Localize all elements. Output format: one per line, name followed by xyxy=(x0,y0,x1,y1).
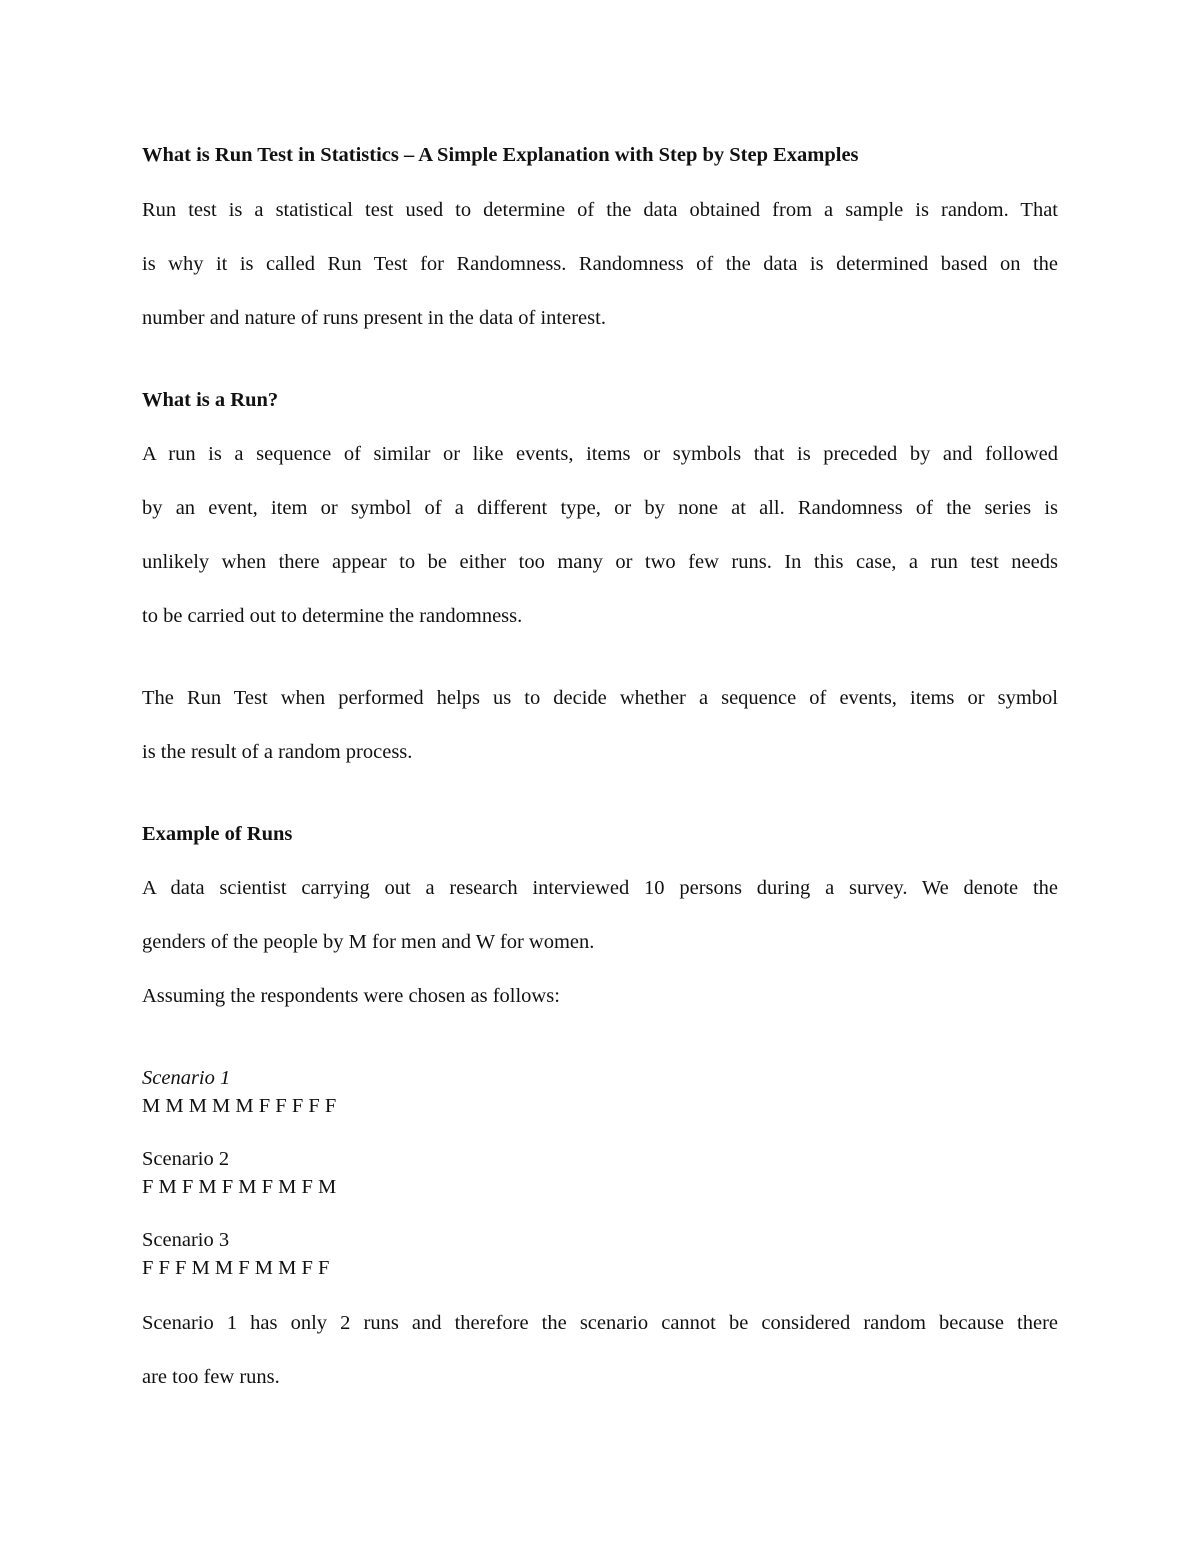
assumption-line: Assuming the respondents were chosen as follows: xyxy=(142,985,560,1007)
intro-line-3: number and nature of runs present in the data of interest. xyxy=(142,307,606,329)
scenario-1-label: Scenario 1 xyxy=(142,1067,231,1089)
heading-example-of-runs: Example of Runs xyxy=(142,823,293,845)
scenario-3-label: Scenario 3 xyxy=(142,1229,230,1251)
run-para1-line-1: A run is a sequence of similar or like events, items or symbols that is preceded by and followed xyxy=(142,443,1058,465)
scenario-2-sequence: F M F M F M F M F M xyxy=(142,1176,337,1198)
run-para2-line-1: The Run Test when performed helps us to decide whether a sequence of events, items or symbol xyxy=(142,687,1058,709)
example-line-2: genders of the people by M for men and W for women. xyxy=(142,931,595,953)
heading-what-is-a-run: What is a Run? xyxy=(142,389,279,411)
intro-line-1: Run test is a statistical test used to determine of the data obtained from a sample is random. That xyxy=(142,199,1058,221)
conclusion-line-2: are too few runs. xyxy=(142,1366,280,1388)
run-para2-line-2: is the result of a random process. xyxy=(142,741,413,763)
run-para1-line-4: to be carried out to determine the randomness. xyxy=(142,605,523,627)
example-line-1: A data scientist carrying out a research interviewed 10 persons during a survey. We denote the xyxy=(142,877,1058,899)
run-para1-line-3: unlikely when there appear to be either too many or two few runs. In this case, a run test needs xyxy=(142,551,1058,573)
conclusion-line-1: Scenario 1 has only 2 runs and therefore the scenario cannot be considered random because there xyxy=(142,1312,1058,1334)
scenario-2-label: Scenario 2 xyxy=(142,1148,230,1170)
scenario-1-sequence: M M M M M F F F F F xyxy=(142,1095,337,1117)
run-para1-line-2: by an event, item or symbol of a different type, or by none at all. Randomness of the series is xyxy=(142,497,1058,519)
intro-line-2: is why it is called Run Test for Randomness. Randomness of the data is determined based on the xyxy=(142,253,1058,275)
document-title: What is Run Test in Statistics – A Simple Explanation with Step by Step Examples xyxy=(142,144,859,166)
scenario-3-sequence: F F F M M F M M F F xyxy=(142,1257,330,1279)
